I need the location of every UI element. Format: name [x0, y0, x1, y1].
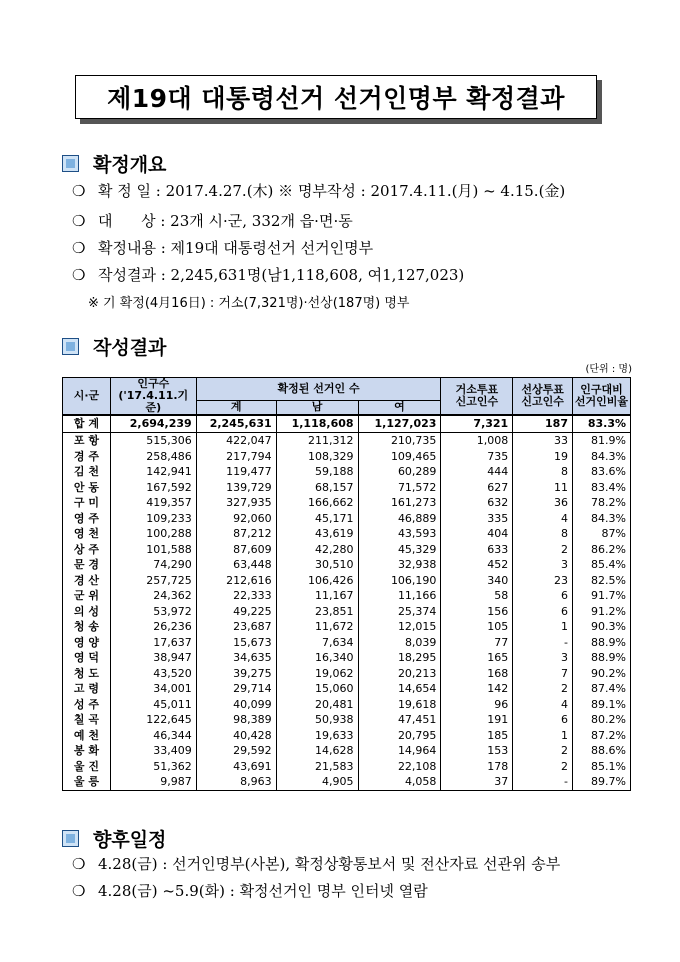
- cell-population: 100,288: [110, 526, 196, 542]
- cell-total: 139,729: [196, 480, 276, 496]
- cell-population: 258,486: [110, 449, 196, 465]
- cell-absentee: 178: [441, 759, 513, 775]
- cell-male: 106,426: [276, 573, 358, 589]
- cell-absentee: 58: [441, 588, 513, 604]
- table-row: [63, 666, 631, 682]
- cell-absentee: 105: [441, 619, 513, 635]
- cell-ship: 187: [513, 415, 573, 433]
- cell-total: 49,225: [196, 604, 276, 620]
- table-row: [63, 573, 631, 589]
- cell-name: 칠 곡: [63, 712, 111, 728]
- cell-total: 217,794: [196, 449, 276, 465]
- cell-absentee: 165: [441, 650, 513, 666]
- cell-ship: 2: [513, 681, 573, 697]
- cell-male: 23,851: [276, 604, 358, 620]
- cell-female: 1,127,023: [358, 415, 441, 433]
- cell-population: 45,011: [110, 697, 196, 713]
- cell-total: 8,963: [196, 774, 276, 790]
- cell-male: 11,672: [276, 619, 358, 635]
- page-title: 제19대 대통령선거 선거인명부 확정결과: [75, 75, 597, 119]
- cell-total: 29,714: [196, 681, 276, 697]
- cell-population: 53,972: [110, 604, 196, 620]
- cell-ship: 1: [513, 619, 573, 635]
- cell-ratio: 90.3%: [573, 619, 631, 635]
- cell-female: 19,618: [358, 697, 441, 713]
- header-region: 시·군: [63, 378, 111, 416]
- cell-ship: 3: [513, 557, 573, 573]
- circle-bullet-icon: ❍: [72, 266, 86, 284]
- cell-absentee: 1,008: [441, 433, 513, 449]
- cell-name: 영 천: [63, 526, 111, 542]
- table-row: [63, 681, 631, 697]
- cell-male: 108,329: [276, 449, 358, 465]
- cell-ratio: 88.9%: [573, 635, 631, 651]
- cell-population: 515,306: [110, 433, 196, 449]
- cell-ratio: 81.9%: [573, 433, 631, 449]
- preconfirmed-note: ※ 기 확정(4月16日) : 거소(7,321명)·선상(187명) 명부: [88, 296, 410, 311]
- cell-ratio: 88.6%: [573, 743, 631, 759]
- cell-ratio: 83.4%: [573, 480, 631, 496]
- cell-ratio: 82.5%: [573, 573, 631, 589]
- cell-absentee: 153: [441, 743, 513, 759]
- cell-population: 24,362: [110, 588, 196, 604]
- cell-male: 30,510: [276, 557, 358, 573]
- table-row: [63, 511, 631, 527]
- cell-ship: -: [513, 635, 573, 651]
- cell-ratio: 85.1%: [573, 759, 631, 775]
- table-row: [63, 743, 631, 759]
- cell-name: 의 성: [63, 604, 111, 620]
- section-result: [62, 333, 166, 360]
- cell-absentee: 156: [441, 604, 513, 620]
- cell-name: 예 천: [63, 728, 111, 744]
- cell-female: 20,795: [358, 728, 441, 744]
- cell-population: 122,645: [110, 712, 196, 728]
- cell-name: 김 천: [63, 464, 111, 480]
- cell-absentee: 37: [441, 774, 513, 790]
- cell-male: 19,062: [276, 666, 358, 682]
- cell-ship: 6: [513, 588, 573, 604]
- cell-population: 43,520: [110, 666, 196, 682]
- cell-absentee: 735: [441, 449, 513, 465]
- cell-total: 23,687: [196, 619, 276, 635]
- header-ship: 선상투표 신고인수: [513, 378, 573, 416]
- cell-ratio: 87%: [573, 526, 631, 542]
- table-row: [63, 480, 631, 496]
- cell-name: 안 동: [63, 480, 111, 496]
- header-absentee: 거소투표 신고인수: [441, 378, 513, 416]
- circle-bullet-icon: ❍: [72, 182, 86, 200]
- cell-name: 문 경: [63, 557, 111, 573]
- cell-male: 21,583: [276, 759, 358, 775]
- table-row: [63, 697, 631, 713]
- circle-bullet-icon: ❍: [72, 212, 86, 230]
- cell-total: 15,673: [196, 635, 276, 651]
- cell-male: 20,481: [276, 697, 358, 713]
- cell-male: 16,340: [276, 650, 358, 666]
- cell-population: 142,941: [110, 464, 196, 480]
- cell-total: 40,428: [196, 728, 276, 744]
- cell-male: 50,938: [276, 712, 358, 728]
- cell-ship: 6: [513, 712, 573, 728]
- table-row: [63, 604, 631, 620]
- cell-female: 22,108: [358, 759, 441, 775]
- cell-population: 167,592: [110, 480, 196, 496]
- section-result-title: 작성결과: [93, 337, 167, 359]
- cell-absentee: 96: [441, 697, 513, 713]
- cell-total: 34,635: [196, 650, 276, 666]
- table-row: [63, 712, 631, 728]
- cell-absentee: 77: [441, 635, 513, 651]
- table-row: [63, 449, 631, 465]
- cell-name: 영 주: [63, 511, 111, 527]
- overview-item-target: ❍ 대 상 : 23개 시·군, 332개 읍·면·동: [72, 212, 353, 230]
- cell-ship: 3: [513, 650, 573, 666]
- cell-ship: 4: [513, 511, 573, 527]
- cell-ratio: 84.3%: [573, 449, 631, 465]
- cell-absentee: 404: [441, 526, 513, 542]
- cell-ship: 19: [513, 449, 573, 465]
- section-overview-title: 확정개요: [93, 154, 167, 176]
- cell-absentee: 168: [441, 666, 513, 682]
- cell-population: 33,409: [110, 743, 196, 759]
- cell-absentee: 452: [441, 557, 513, 573]
- cell-population: 257,725: [110, 573, 196, 589]
- cell-absentee: 627: [441, 480, 513, 496]
- cell-ratio: 88.9%: [573, 650, 631, 666]
- cell-name: 영 덕: [63, 650, 111, 666]
- voter-table: [62, 377, 631, 791]
- cell-absentee: 633: [441, 542, 513, 558]
- table-row: [63, 650, 631, 666]
- section-overview: [62, 150, 166, 177]
- cell-name: 청 송: [63, 619, 111, 635]
- cell-male: 19,633: [276, 728, 358, 744]
- cell-female: 60,289: [358, 464, 441, 480]
- cell-male: 11,167: [276, 588, 358, 604]
- cell-female: 20,213: [358, 666, 441, 682]
- cell-name: 경 주: [63, 449, 111, 465]
- cell-absentee: 632: [441, 495, 513, 511]
- table-row: [63, 759, 631, 775]
- table-row: [63, 433, 631, 449]
- cell-female: 47,451: [358, 712, 441, 728]
- cell-total: 92,060: [196, 511, 276, 527]
- cell-female: 43,593: [358, 526, 441, 542]
- cell-population: 51,362: [110, 759, 196, 775]
- cell-total: 119,477: [196, 464, 276, 480]
- cell-population: 26,236: [110, 619, 196, 635]
- cell-name: 상 주: [63, 542, 111, 558]
- section-schedule-title: 향후일정: [93, 829, 167, 851]
- circle-bullet-icon: ❍: [72, 882, 86, 900]
- cell-population: 17,637: [110, 635, 196, 651]
- cell-name: 울 릉: [63, 774, 111, 790]
- cell-ship: 33: [513, 433, 573, 449]
- cell-female: 14,654: [358, 681, 441, 697]
- overview-item-content: ❍ 확정내용 : 제19대 대통령선거 선거인명부: [72, 239, 374, 257]
- cell-name: 울 진: [63, 759, 111, 775]
- cell-absentee: 191: [441, 712, 513, 728]
- table-row: [63, 728, 631, 744]
- cell-population: 46,344: [110, 728, 196, 744]
- cell-name: 경 산: [63, 573, 111, 589]
- cell-male: 45,171: [276, 511, 358, 527]
- cell-name: 합 계: [63, 415, 111, 433]
- cell-male: 15,060: [276, 681, 358, 697]
- cell-male: 7,634: [276, 635, 358, 651]
- overview-item-result: ❍ 작성결과 : 2,245,631명(남1,118,608, 여1,127,023): [72, 266, 465, 284]
- cell-female: 32,938: [358, 557, 441, 573]
- cell-total: 40,099: [196, 697, 276, 713]
- cell-ratio: 89.1%: [573, 697, 631, 713]
- cell-total: 87,212: [196, 526, 276, 542]
- cell-ratio: 87.2%: [573, 728, 631, 744]
- cell-female: 11,166: [358, 588, 441, 604]
- cell-ratio: 80.2%: [573, 712, 631, 728]
- cell-ship: 4: [513, 697, 573, 713]
- cell-male: 68,157: [276, 480, 358, 496]
- circle-bullet-icon: ❍: [72, 239, 86, 257]
- cell-name: 고 령: [63, 681, 111, 697]
- table-row: [63, 495, 631, 511]
- cell-population: 2,694,239: [110, 415, 196, 433]
- cell-total: 39,275: [196, 666, 276, 682]
- cell-male: 4,905: [276, 774, 358, 790]
- table-row: [63, 774, 631, 790]
- cell-female: 8,039: [358, 635, 441, 651]
- cell-female: 45,329: [358, 542, 441, 558]
- cell-name: 성 주: [63, 697, 111, 713]
- cell-ship: 2: [513, 759, 573, 775]
- cell-male: 166,662: [276, 495, 358, 511]
- cell-male: 43,619: [276, 526, 358, 542]
- cell-male: 1,118,608: [276, 415, 358, 433]
- header-population: 인구수 ('17.4.11.기준): [110, 378, 196, 416]
- cell-ship: 2: [513, 542, 573, 558]
- table-row: [63, 542, 631, 558]
- cell-total: 63,448: [196, 557, 276, 573]
- cell-female: 109,465: [358, 449, 441, 465]
- cell-ratio: 85.4%: [573, 557, 631, 573]
- cell-ratio: 90.2%: [573, 666, 631, 682]
- cell-total: 29,592: [196, 743, 276, 759]
- cell-absentee: 340: [441, 573, 513, 589]
- cell-male: 59,188: [276, 464, 358, 480]
- section-square-icon: [62, 338, 79, 355]
- cell-absentee: 444: [441, 464, 513, 480]
- cell-female: 46,889: [358, 511, 441, 527]
- cell-female: 71,572: [358, 480, 441, 496]
- cell-ship: 6: [513, 604, 573, 620]
- cell-population: 101,588: [110, 542, 196, 558]
- cell-name: 구 미: [63, 495, 111, 511]
- section-square-icon: [62, 830, 79, 847]
- cell-female: 25,374: [358, 604, 441, 620]
- header-ratio: 인구대비 선거인비율: [573, 378, 631, 416]
- cell-absentee: 185: [441, 728, 513, 744]
- cell-total: 87,609: [196, 542, 276, 558]
- cell-ship: 1: [513, 728, 573, 744]
- cell-total: 2,245,631: [196, 415, 276, 433]
- cell-ratio: 83.3%: [573, 415, 631, 433]
- cell-population: 38,947: [110, 650, 196, 666]
- schedule-item-2: ❍ 4.28(금) ~5.9(화) : 확정선거인 명부 인터넷 열람: [72, 882, 428, 900]
- table-row: [63, 464, 631, 480]
- header-voters: 확정된 선거인 수: [196, 378, 441, 401]
- cell-total: 43,691: [196, 759, 276, 775]
- cell-name: 청 도: [63, 666, 111, 682]
- cell-female: 4,058: [358, 774, 441, 790]
- cell-ratio: 91.7%: [573, 588, 631, 604]
- cell-female: 106,190: [358, 573, 441, 589]
- cell-total: 422,047: [196, 433, 276, 449]
- cell-ratio: 78.2%: [573, 495, 631, 511]
- header-total: 계: [196, 400, 276, 415]
- overview-item-date: ❍ 확 정 일 : 2017.4.27.(木) ※ 명부작성 : 2017.4.11.(月) ~ 4.15.(金): [72, 182, 566, 200]
- cell-female: 210,735: [358, 433, 441, 449]
- schedule-item-1: ❍ 4.28(금) : 선거인명부(사본), 확정상황통보서 및 전산자료 선관위 송부: [72, 855, 561, 873]
- cell-total: 212,616: [196, 573, 276, 589]
- cell-male: 42,280: [276, 542, 358, 558]
- cell-ratio: 83.6%: [573, 464, 631, 480]
- cell-total: 327,935: [196, 495, 276, 511]
- cell-population: 34,001: [110, 681, 196, 697]
- cell-population: 109,233: [110, 511, 196, 527]
- cell-male: 211,312: [276, 433, 358, 449]
- title-frame: [75, 75, 597, 125]
- table-row: [63, 557, 631, 573]
- cell-ship: 11: [513, 480, 573, 496]
- cell-absentee: 142: [441, 681, 513, 697]
- cell-ratio: 89.7%: [573, 774, 631, 790]
- cell-ratio: 87.4%: [573, 681, 631, 697]
- cell-female: 12,015: [358, 619, 441, 635]
- cell-female: 18,295: [358, 650, 441, 666]
- section-square-icon: [62, 155, 79, 172]
- cell-population: 419,357: [110, 495, 196, 511]
- cell-absentee: 7,321: [441, 415, 513, 433]
- cell-ship: 2: [513, 743, 573, 759]
- header-male: 남: [276, 400, 358, 415]
- table-row: [63, 588, 631, 604]
- cell-population: 74,290: [110, 557, 196, 573]
- cell-female: 161,273: [358, 495, 441, 511]
- cell-name: 영 양: [63, 635, 111, 651]
- cell-name: 군 위: [63, 588, 111, 604]
- table-row: [63, 526, 631, 542]
- cell-female: 14,964: [358, 743, 441, 759]
- total-row: [63, 415, 631, 433]
- cell-male: 14,628: [276, 743, 358, 759]
- cell-ratio: 91.2%: [573, 604, 631, 620]
- cell-ratio: 86.2%: [573, 542, 631, 558]
- cell-ship: -: [513, 774, 573, 790]
- circle-bullet-icon: ❍: [72, 855, 86, 873]
- cell-ship: 36: [513, 495, 573, 511]
- header-female: 여: [358, 400, 441, 415]
- cell-name: 봉 화: [63, 743, 111, 759]
- cell-population: 9,987: [110, 774, 196, 790]
- cell-ship: 23: [513, 573, 573, 589]
- table-row: [63, 619, 631, 635]
- cell-total: 22,333: [196, 588, 276, 604]
- table-row: [63, 635, 631, 651]
- cell-absentee: 335: [441, 511, 513, 527]
- cell-ratio: 84.3%: [573, 511, 631, 527]
- unit-label: (단위 : 명): [585, 364, 632, 375]
- cell-ship: 7: [513, 666, 573, 682]
- section-schedule: [62, 825, 166, 852]
- cell-ship: 8: [513, 526, 573, 542]
- cell-ship: 8: [513, 464, 573, 480]
- cell-name: 포 항: [63, 433, 111, 449]
- cell-total: 98,389: [196, 712, 276, 728]
